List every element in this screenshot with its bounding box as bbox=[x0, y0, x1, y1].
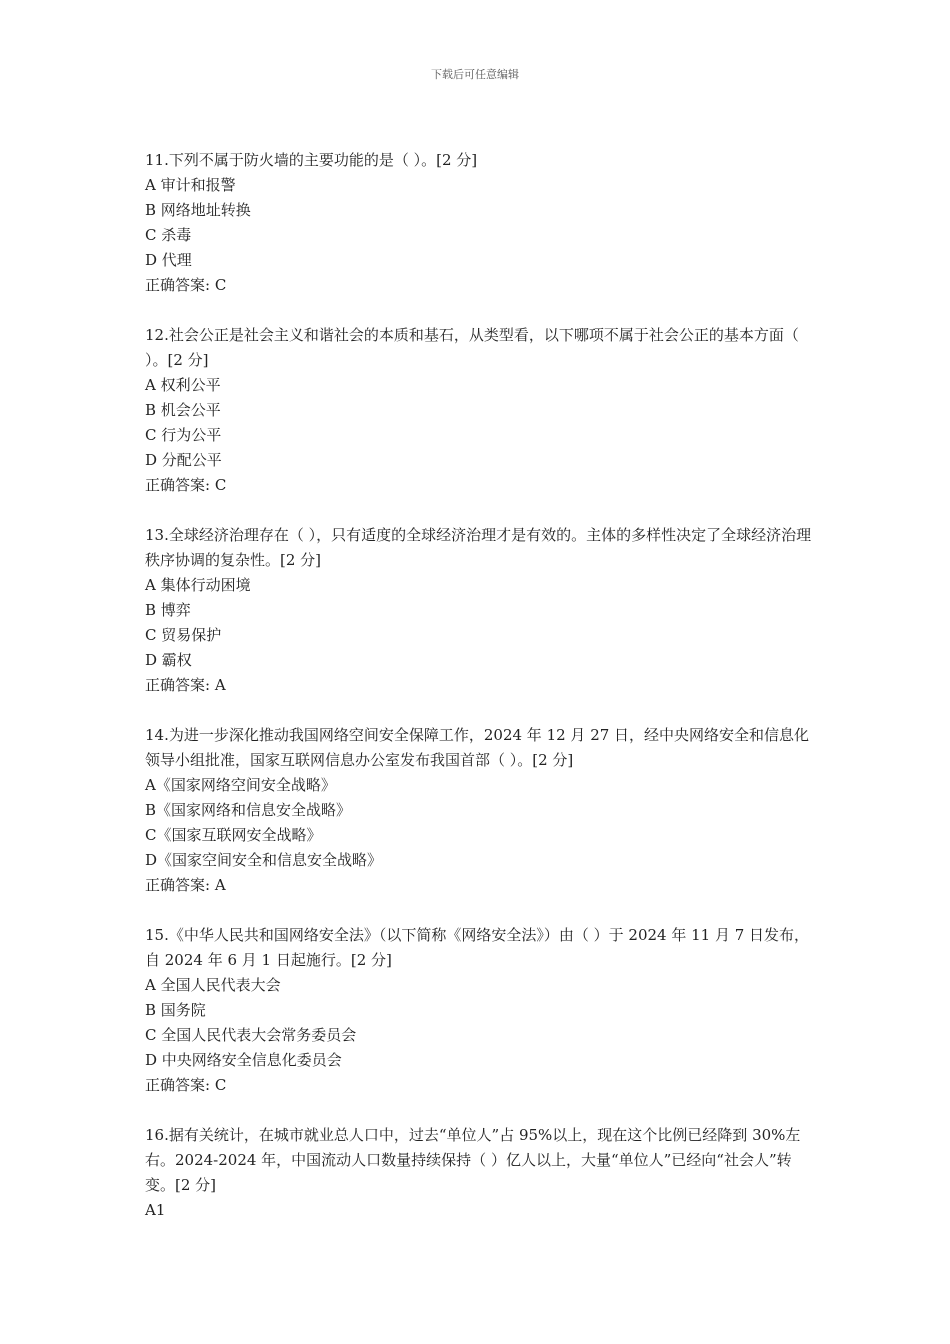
question-text: 15.《中华人民共和国网络安全法》（以下简称《网络安全法》）由（ ）于 2024 年 11 月 7 日发布，自 2024 年 6 月 1 日起施行。[2 分] bbox=[145, 926, 810, 969]
question-text: 16.据有关统计，在城市就业总人口中，过去“单位人”占 95%以上，现在这个比例已经降到 30%左右。2024-2024 年，中国流动人口数量持续保持（ ）亿人以上，大量“单位人”已经向“社会人”转变。[2 分] bbox=[145, 1126, 801, 1194]
question-16 bbox=[145, 1123, 813, 1223]
option-a: A 集体行动困境 bbox=[145, 576, 251, 594]
option-b: B 网络地址转换 bbox=[145, 201, 251, 219]
question-13 bbox=[145, 523, 813, 698]
question-11 bbox=[145, 148, 813, 298]
option-a: A1 bbox=[145, 1201, 166, 1219]
option-c: C 行为公平 bbox=[145, 426, 222, 444]
option-d: D《国家空间安全和信息安全战略》 bbox=[145, 851, 383, 869]
option-d: D 代理 bbox=[145, 251, 192, 269]
question-15 bbox=[145, 923, 813, 1098]
question-text: 12.社会公正是社会主义和谐社会的本质和基石，从类型看，以下哪项不属于社会公正的基本方面（ ）。[2 分] bbox=[145, 326, 799, 369]
correct-answer: 正确答案: C bbox=[145, 1076, 227, 1094]
option-c: C 贸易保护 bbox=[145, 626, 222, 644]
question-12 bbox=[145, 323, 813, 498]
option-a: A 审计和报警 bbox=[145, 176, 236, 194]
correct-answer: 正确答案: A bbox=[145, 876, 226, 894]
option-b: B 国务院 bbox=[145, 1001, 206, 1019]
option-c: C 全国人民代表大会常务委员会 bbox=[145, 1026, 357, 1044]
question-text: 11.下列不属于防火墙的主要功能的是（ ）。[2 分] bbox=[145, 151, 478, 169]
option-a: A《国家网络空间安全战略》 bbox=[145, 776, 336, 794]
option-b: B 博弈 bbox=[145, 601, 191, 619]
page-header: 下载后可任意编辑 bbox=[431, 68, 519, 81]
option-c: C 杀毒 bbox=[145, 226, 192, 244]
correct-answer: 正确答案: C bbox=[145, 476, 227, 494]
question-text: 14.为进一步深化推动我国网络空间安全保障工作，2024 年 12 月 27 日，经中央网络安全和信息化领导小组批准，国家互联网信息办公室发布我国首部（ ）。[2 分] bbox=[145, 726, 810, 769]
question-14 bbox=[145, 723, 813, 898]
option-b: B《国家网络和信息安全战略》 bbox=[145, 801, 352, 819]
correct-answer: 正确答案: A bbox=[145, 676, 226, 694]
option-a: A 全国人民代表大会 bbox=[145, 976, 281, 994]
correct-answer: 正确答案: C bbox=[145, 276, 227, 294]
option-b: B 机会公平 bbox=[145, 401, 221, 419]
question-text: 13.全球经济治理存在（ ），只有适度的全球经济治理才是有效的。主体的多样性决定了全球经济治理秩序协调的复杂性。[2 分] bbox=[145, 526, 812, 569]
option-d: D 分配公平 bbox=[145, 451, 222, 469]
option-c: C《国家互联网安全战略》 bbox=[145, 826, 322, 844]
document-body bbox=[145, 148, 813, 1248]
option-d: D 霸权 bbox=[145, 651, 192, 669]
option-d: D 中央网络安全信息化委员会 bbox=[145, 1051, 342, 1069]
option-a: A 权利公平 bbox=[145, 376, 221, 394]
